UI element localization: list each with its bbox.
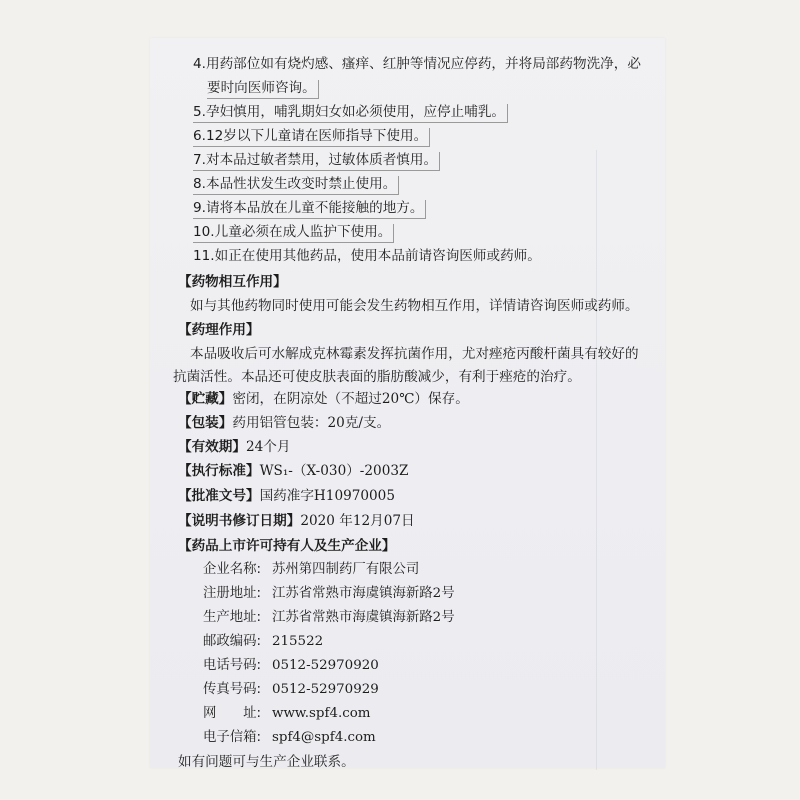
pharmacology-heading: 【药理作用】 bbox=[178, 322, 260, 338]
validity-text: 24个月 bbox=[245, 439, 291, 455]
fax-label: 传真号码: bbox=[203, 682, 262, 697]
validity-heading: 【有效期】24个月 bbox=[178, 439, 291, 455]
website-value: www.spf4.com bbox=[272, 706, 371, 721]
standard-heading: 【执行标准】WS₁-（X-030）-2003Z bbox=[178, 463, 409, 479]
fax-value: 0512-52970929 bbox=[272, 682, 379, 697]
registered-address-label: 注册地址: bbox=[203, 586, 262, 601]
package-text: 药用铝管包装：20克/支。 bbox=[232, 415, 391, 431]
note-item-5: 5.孕妇慎用，哺乳期妇女如必须使用，应停止哺乳。 bbox=[193, 103, 508, 121]
pharmacology-text-2: 抗菌活性。本品还可使皮肤表面的脂肪酸减少，有利于痤疮的治疗。 bbox=[173, 369, 581, 385]
note-item-7: 7.对本品过敏者禁用，过敏体质者慎用。 bbox=[193, 151, 440, 169]
note-item-10: 10.儿童必须在成人监护下使用。 bbox=[193, 223, 394, 241]
note-item-8: 8.本品性状发生改变时禁止使用。 bbox=[193, 175, 399, 193]
show-through-edge bbox=[596, 150, 667, 770]
revision-heading: 【说明书修订日期】2020 年12月07日 bbox=[178, 513, 415, 529]
approval-heading: 【批准文号】国药准字H10970005 bbox=[178, 488, 395, 504]
package-heading: 【包装】药用铝管包装：20克/支。 bbox=[178, 415, 391, 431]
postcode-label: 邮政编码: bbox=[203, 634, 262, 649]
production-address-value: 江苏省常熟市海虞镇海新路2号 bbox=[272, 610, 455, 625]
storage-text: 密闭，在阴凉处（不超过20℃）保存。 bbox=[232, 391, 469, 407]
phone-label: 电话号码: bbox=[203, 658, 262, 673]
standard-text: WS₁-（X-030）-2003Z bbox=[259, 463, 409, 479]
production-address-label: 生产地址: bbox=[203, 610, 262, 625]
note-item-6: 6.12岁以下儿童请在医师指导下使用。 bbox=[193, 127, 430, 145]
registered-address-value: 江苏省常熟市海虞镇海新路2号 bbox=[272, 586, 455, 601]
postcode-value: 215522 bbox=[272, 634, 324, 649]
revision-text: 2020 年12月07日 bbox=[300, 513, 415, 529]
interaction-text: 如与其他药物同时使用可能会发生药物相互作用，详情请咨询医师或药师。 bbox=[190, 298, 639, 314]
note-item-11: 11.如正在使用其他药品，使用本品前请咨询医师或药师。 bbox=[193, 248, 541, 264]
approval-text: 国药准字H10970005 bbox=[259, 488, 395, 504]
interaction-heading: 【药物相互作用】 bbox=[178, 274, 287, 290]
note-item-4-cont: 要时向医师咨询。 bbox=[207, 79, 319, 97]
website-label: 网 址: bbox=[203, 706, 262, 721]
company-name-label: 企业名称: bbox=[203, 562, 262, 577]
pharmacology-text-1: 本品吸收后可水解成克林霉素发挥抗菌作用，尤对痤疮丙酸杆菌具有较好的 bbox=[190, 346, 639, 362]
note-item-9: 9.请将本品放在儿童不能接触的地方。 bbox=[193, 199, 426, 217]
footer-note: 如有问题可与生产企业联系。 bbox=[178, 754, 355, 770]
company-name-value: 苏州第四制药厂有限公司 bbox=[272, 562, 420, 577]
phone-value: 0512-52970920 bbox=[272, 658, 379, 673]
company-heading: 【药品上市许可持有人及生产企业】 bbox=[178, 538, 396, 554]
note-item-4: 4.用药部位如有烧灼感、瘙痒、红肿等情况应停药，并将局部药物洗净，必 bbox=[193, 56, 641, 72]
storage-heading: 【贮藏】密闭，在阴凉处（不超过20℃）保存。 bbox=[178, 391, 469, 407]
email-value: spf4@spf4.com bbox=[272, 730, 376, 745]
email-label: 电子信箱: bbox=[203, 730, 262, 745]
